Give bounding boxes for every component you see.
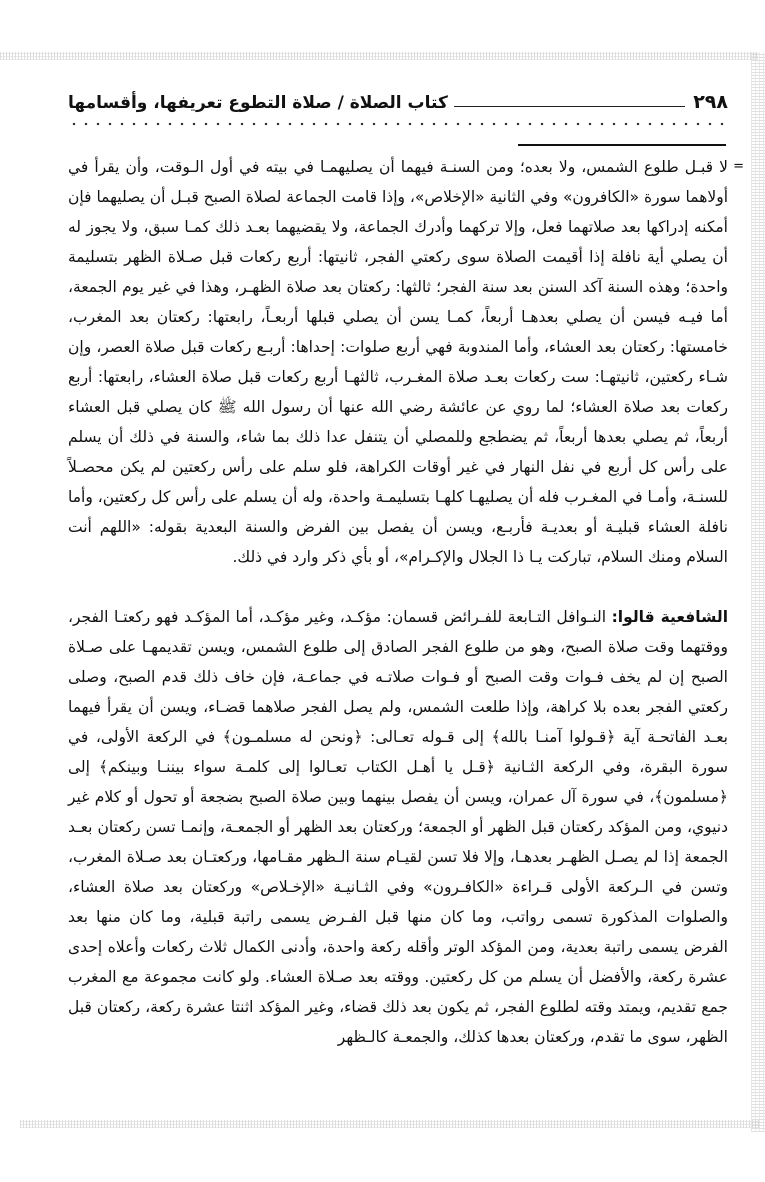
continuation-marker: = [733, 159, 744, 174]
dotted-separator [68, 118, 728, 130]
paragraph-text: النـوافل التـابعة للفـرائض قسمان: مؤكـد، وغير مؤكـد، أما المؤكـد فهو ركعتـا الفجر، ووقتهما وقت صلاة الصبح، وهو من طلوع الفجر الصادق إلى طلوع الشمس، ويسن تقديمهـا على صـلاة الصبح إن لم يخف فـوات وقت الصبح أو فـوات صلاتـه في جماعـة، فإن خاف ذلك قدم الصبح، وصلى ركعتي الفجر بعده بلا كراهة، وإذا طلعت الشمس، ولم يصل الفجر صلاهما قضـاء، ويسن أن يقرأ فيهما بعـد الفاتحـة آية ﴿قـولوا آمنـا بالله﴾ إلى قـوله تعـالى: ﴿ونحن له مسلمـون﴾ في الركعة الأولى، في سورة البقرة، وفي الركعة الثـانية ﴿قـل يا أهـل الكتاب تعـالوا إلى كلمـة سواء بيننـا وبينكم﴾ إلى ﴿مسلمون﴾، في سورة آل عمران، ويسن أن يفصل بينهما وبين صلاة الصبح بضجعة أو تحول أو كلام غير دنيوي، ومن المؤكد ركعتان قبل الظهر أو الجمعة؛ وركعتان بعد الظهر أو الجمعـة، وإنمـا تسن ركعتان بعـد الجمعة إذا لم يصـل الظهـر بعدهـا، وإلا فلا تسن لقيـام سنة الـظهر مقـامها، وركعتـان بعد صـلاة المغرب، وتسن في الـركعة الأولى قـراءة «الكافـرون» وفي الثـانيـة «الإخـلاص» وركعتان بعد صلاة العشاء، والصلوات المذكورة تسمى رواتب، وما كان منها قبل الفـرض يسمى راتبة قبلية، وما كان منها بعد الفرض يسمى راتبة بعدية، ومن المؤكد الوتر وأقله ركعة واحدة، وأدنى الكمال ثلاث ركعات وأعلاه إحدى عشرة ركعة، والأفضل أن يسلم من كل ركعتين. ووقته بعد صـلاة العشاء. ولو كانت مجموعة مع المغرب جمع تقديم، ويمتد وقته لطلوع الفجر، ثم يكون بعد ذلك قضاء، وغير المؤكد اثنتا عشرة ركعة، ركعتان قبل الظهر، سوى ما تقدم، وركعتان بعدها كذلك، والجمعـة كالـظهر [68, 608, 728, 1046]
scan-edge-top [0, 52, 758, 60]
paragraph-shafii [68, 602, 728, 1052]
body-text [68, 152, 744, 1052]
footnote-continuation-rule [518, 144, 726, 146]
running-header-title: كتاب الصلاة / صلاة التطوع تعريفها، وأقسامها [68, 93, 448, 113]
school-heading: الشافعية قالوا: [611, 608, 729, 626]
running-header [68, 78, 728, 112]
scan-edge-right [751, 52, 765, 1132]
book-page [68, 78, 744, 1052]
header-rule [454, 106, 685, 107]
paragraph-text: لا قبـل طلوع الشمس، ولا بعده؛ ومن السنـة فيهما أن يصليهمـا في بيته في أول الـوقت، وأن يقرأ في أولاهما سورة «الكافرون» وفي الثانية «الإخلاص»، وإذا قامت الجماعة لصلاة الصبح قبـل أن يصليهما فإن أمكنه إدراكها بعد صلاتهما فعل، وإلا تركهما وأدرك الجماعة، ولا يقضيهما بعـد ذلك كمـا سبق، ولا يجوز له أن يصلي أية نافلة إذا أقيمت الصلاة سوى ركعتي الفجر، ثانيتها: أربع ركعات قبل صـلاة الظهر بتسليمة واحدة؛ وهذه السنة آكد السنن بعد سنة الفجر؛ ثالثها: ركعتان بعد صلاة الظهـر، وهذا في غير يوم الجمعة، أما فيـه فيسن أن يصلي بعدهـا أربعاً، كمـا يسن أن يصلي قبلها أربعـاً، رابعتها: ركعتان بعد المغرب، خامستها: ركعتان بعد العشاء، وأما المندوبة فهي أربع صلوات: إحداها: أربـع ركعات قبل صلاة العصر، وإن شـاء ركعتين، ثانيتهـا: ست ركعات بعـد صلاة المغـرب، ثالثهـا أربع ركعات قبل صلاة العشاء، رابعتها: أربع ركعات بعد صلاة العشاء؛ لما روي عن عائشة رضي الله عنها أن رسول الله ﷺ كان يصلي قبل العشاء أربعاً، ثم يصلي بعدها أربعاً، ثم يضطجع وللمصلي أن يتنفل عدا ذلك بما شاء، والسنة في ذلك أن يسلم على رأس كل أربع في نفل النهار في غير أوقات الكراهة، فلو سلم على رأس ركعتين لم يكن محصـلاً للسنـة، وأمـا في المغـرب فله أن يصليهـا كلهـا بتسليمـة واحدة، وله أن يسلم على رأس كل ركعتين، وأما نافلة العشاء قبليـة أو بعديـة فأربـع، ويسن أن يفصل بين الفرض والسنة البعدية بقوله: «اللهم أنت السلام ومنك السلام، تباركت يـا ذا الجلال والإكـرام»، أو بأي ذكر وارد في ذلك. [68, 158, 728, 566]
page-number: ٢٩٨ [693, 91, 728, 113]
scan-edge-bottom [20, 1120, 760, 1128]
paragraph-continued [68, 152, 744, 572]
